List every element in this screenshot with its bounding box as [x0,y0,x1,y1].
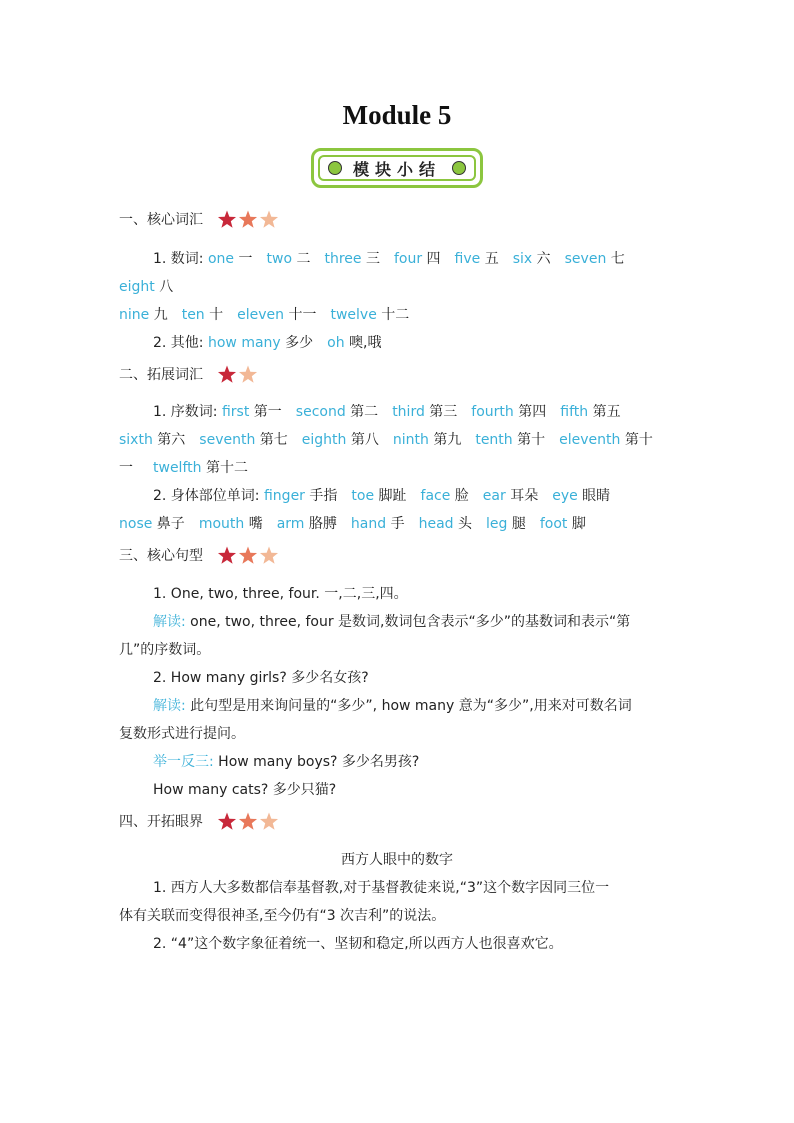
example-line [153,751,419,771]
english-word: mouth [198,516,245,532]
chinese-gloss: 第九 [428,432,462,448]
line-label: 1. 序数词: [153,404,218,420]
reading-line: 2. “4”这个数字象征着统一、坚韧和稳定,所以西方人也很喜欢它。 [153,936,563,952]
english-word: nine [119,307,150,323]
chinese-gloss: 八 [154,279,174,295]
chinese-gloss: 二 [292,251,311,267]
section-heading-broaden-horizons [119,811,281,831]
vocab-line [153,332,382,352]
explanation-line [153,611,630,631]
explanation-text: 此句型是用来询问量的“多少”, how many 意为“多少”,用来对可数名词 [185,698,632,714]
english-word: four [393,251,423,267]
chinese-gloss: 鼻子 [152,516,185,532]
english-word: leg [485,516,508,532]
english-word: ninth [392,432,429,448]
english-word: fifth [560,404,589,420]
word-list [119,279,173,295]
word-list [264,488,610,504]
chinese-gloss: 脚趾 [374,488,407,504]
section-title: 三、核心句型 [119,548,203,564]
vocab-line [119,429,653,449]
english-word: nose [119,516,153,532]
line-label: 1. 数词: [153,251,204,267]
chinese-gloss: 第十 [620,432,653,448]
star-icon [260,813,278,830]
vocab-line [153,401,621,421]
star-icon [218,813,236,830]
badge-label: 模块小结 [352,159,441,179]
english-word: arm [276,516,305,532]
vocab-line [119,513,586,533]
star-icon [218,547,236,564]
badge-frame [318,155,476,181]
english-word: two [266,251,293,267]
star-icon [239,211,257,228]
star-icon [239,366,257,383]
chinese-gloss: 眼睛 [577,488,611,504]
star-icon [218,366,236,383]
english-word: five [454,251,481,267]
english-word: twelve [330,307,377,323]
english-word: fourth [471,404,514,420]
explanation-tag: 解读: [153,614,186,630]
reading-line: 体有关联而变得很神圣,至今仍有“3 次吉利”的说法。 [119,908,446,924]
explanation-line: 几”的序数词。 [119,642,211,658]
section-heading-extended-vocab [119,364,281,384]
chinese-gloss: 头 [453,516,472,532]
chinese-gloss: 噢,哦 [344,335,382,351]
chinese-gloss: 第一 [249,404,282,420]
rating-stars-icon [217,365,281,383]
chinese-gloss: 第三 [424,404,458,420]
chinese-gloss: 第十 [512,432,546,448]
explanation-line: 复数形式进行提问。 [119,726,245,742]
chinese-gloss: 耳朵 [505,488,539,504]
chinese-gloss: 第八 [346,432,379,448]
vocab-line [153,485,610,505]
chinese-gloss: 嘴 [244,516,263,532]
section-title: 一、核心词汇 [119,212,203,228]
english-word: oh [327,335,345,351]
chinese-gloss: 四 [422,251,441,267]
english-word: ten [181,307,205,323]
english-word: second [295,404,346,420]
chinese-gloss: 脚 [567,516,586,532]
english-word: eye [552,488,578,504]
star-icon [218,211,236,228]
word-list [208,335,382,351]
chinese-gloss: 十 [204,307,224,323]
english-word: six [512,251,533,267]
chinese-gloss: 胳膊 [304,516,337,532]
chinese-gloss: 手 [386,516,405,532]
english-word: one [207,251,235,267]
chinese-gloss: 脸 [450,488,469,504]
english-word: face [420,488,451,504]
chinese-gloss: 第七 [255,432,288,448]
word-list [119,516,586,532]
word-list [208,251,625,267]
word-list [222,404,621,420]
page-title: Module 5 [342,100,452,130]
chinese-gloss: 九 [149,307,168,323]
rating-stars-icon [217,210,281,228]
reading-title: 西方人眼中的数字 [341,852,453,868]
word-list [119,432,653,448]
line-label: 2. 身体部位单词: [153,488,260,504]
vocab-line [119,276,173,296]
chinese-gloss: 七 [606,251,625,267]
explanation-tag: 解读: [153,698,186,714]
rating-stars-icon [217,812,281,830]
star-icon [239,547,257,564]
english-word: foot [539,516,568,532]
example-line: How many cats? 多少只猫? [153,782,337,798]
explanation-text: one, two, three, four 是数词,数词包含表示“多少”的基数词和表示“第 [185,614,631,630]
english-word: sixth [119,432,153,448]
line-lead: 一 [119,460,133,476]
chinese-gloss: 第四 [513,404,547,420]
english-word: how many [207,335,281,351]
english-word: tenth [475,432,513,448]
english-word: three [324,251,362,267]
chinese-gloss: 腿 [507,516,526,532]
chinese-gloss: 三 [361,251,380,267]
chinese-gloss: 一 [234,251,253,267]
chinese-gloss: 手指 [304,488,338,504]
section-title: 二、拓展词汇 [119,367,203,383]
english-word: seven [564,251,607,267]
english-word: eleven [237,307,285,323]
example-text: How many boys? 多少名男孩? [213,754,420,770]
vocab-line [119,304,409,324]
sentence-line: 1. One, two, three, four. 一,二,三,四。 [153,586,408,602]
english-word: hand [350,516,387,532]
english-word: finger [263,488,305,504]
chinese-gloss: 多少 [280,335,314,351]
chinese-gloss: 五 [480,251,499,267]
english-word: first [221,404,250,420]
word-list [153,460,248,476]
english-word: ear [482,488,506,504]
vocab-line [153,248,625,268]
chinese-gloss: 十一 [284,307,317,323]
english-word: eleventh [559,432,621,448]
star-icon [260,547,278,564]
chinese-gloss: 六 [532,251,551,267]
english-word: twelfth [153,460,202,476]
explanation-line [153,695,632,715]
english-word: head [418,516,454,532]
chinese-gloss: 十二 [376,307,410,323]
example-tag: 举一反三: [153,754,214,770]
module-summary-badge [311,148,483,188]
chinese-gloss: 第十二 [201,460,248,476]
vocab-line [119,457,248,477]
green-dot-icon [328,161,342,175]
section-title: 四、开拓眼界 [119,814,203,830]
reading-line: 1. 西方人大多数都信奉基督教,对于基督教徒来说,“3”这个数字因同三位一 [153,880,610,896]
star-icon [239,813,257,830]
rating-stars-icon [217,546,281,564]
chinese-gloss: 第二 [345,404,379,420]
english-word: seventh [199,432,256,448]
star-icon [260,211,278,228]
english-word: eight [119,279,155,295]
chinese-gloss: 第五 [588,404,621,420]
green-dot-icon [452,161,466,175]
chinese-gloss: 第六 [152,432,186,448]
english-word: eighth [301,432,347,448]
sentence-line: 2. How many girls? 多少名女孩? [153,670,369,686]
word-list [119,307,409,323]
section-heading-core-vocab [119,209,281,229]
section-heading-core-sentences [119,545,281,565]
english-word: third [392,404,425,420]
line-label: 2. 其他: [153,335,204,351]
english-word: toe [351,488,375,504]
